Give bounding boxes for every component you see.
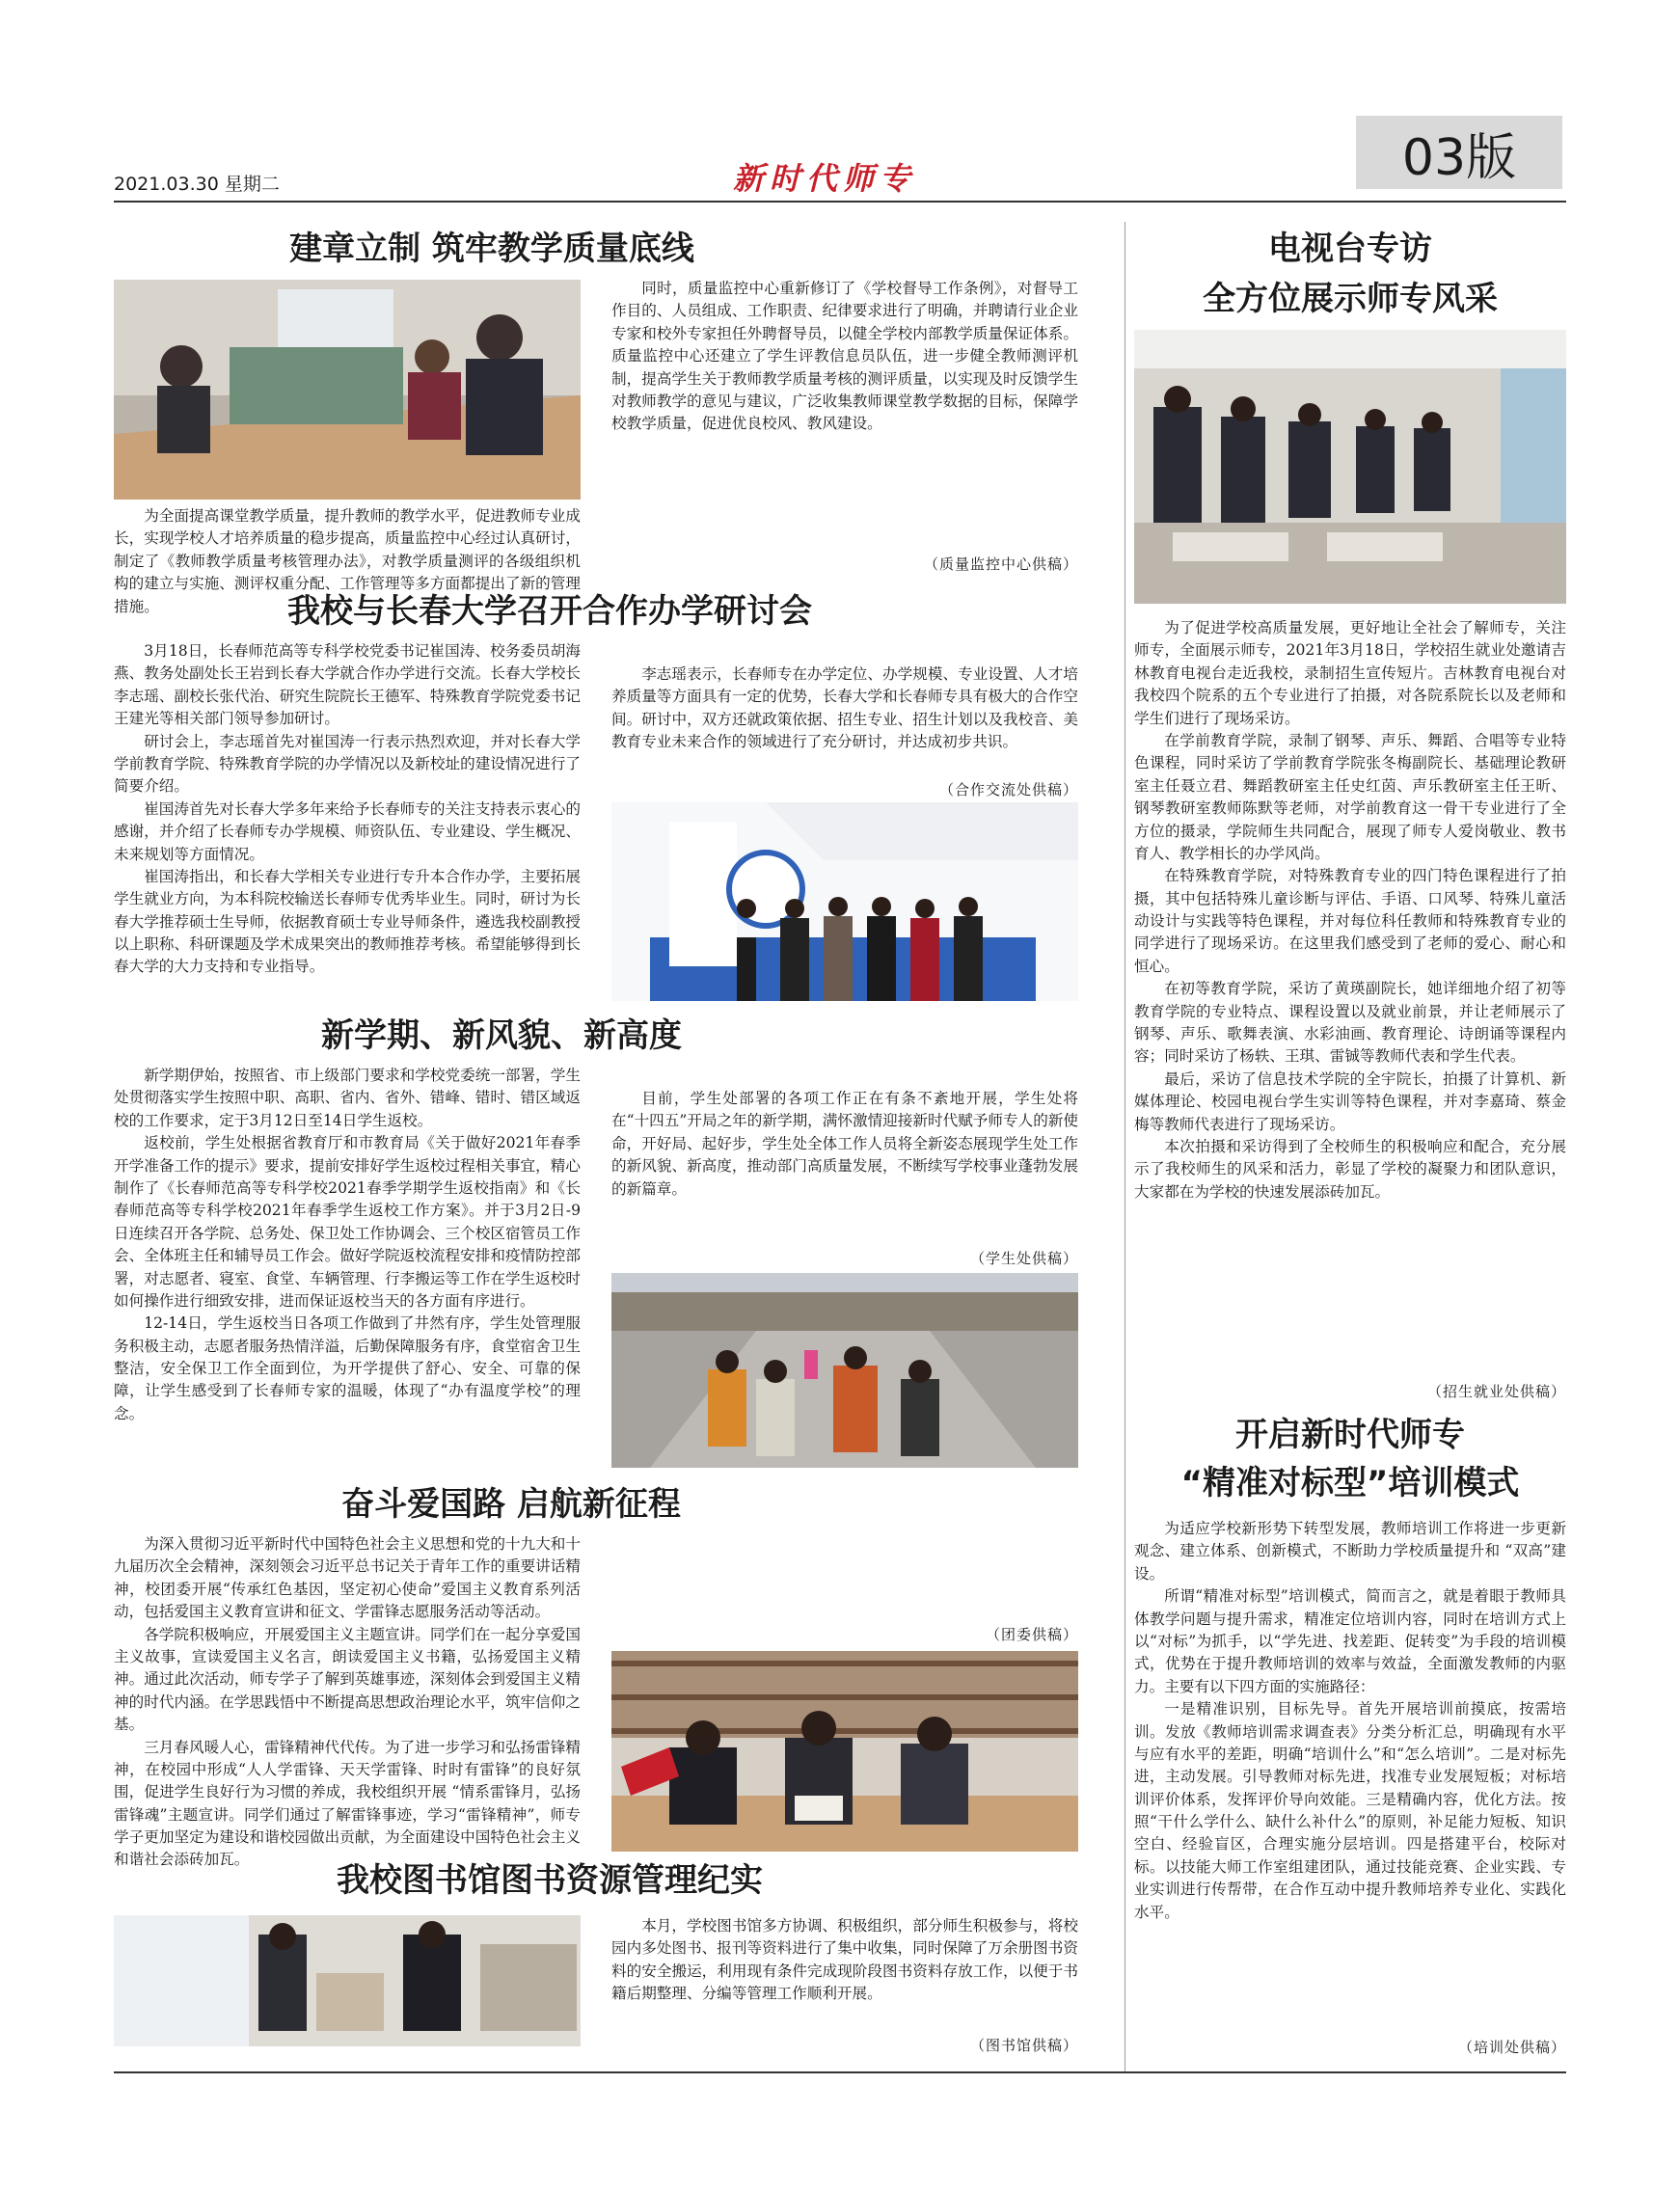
issue-date: 2021.03.30 星期二: [114, 174, 280, 195]
credit-training: （培训处供稿）: [1457, 2039, 1566, 2056]
paragraph: 在初等教育学院，采访了黄瑛副院长，她详细地介绍了初等教育学院的专业特点、课程设置以及就业前景，并让老师展示了钢琴、声乐、歌舞表演、水彩油画、教育理论、诗朗诵等课程内容；同时采访了杨轶、王琪、雷铖等教师代表和学生代表。: [1134, 980, 1566, 1066]
edition-badge: 03版: [1356, 116, 1562, 189]
credit-cooperation: （合作交流处供稿）: [938, 781, 1078, 798]
article-text-cooperation-right: [611, 663, 1078, 775]
article-subtitle-tv-interview: 全方位展示师专风采: [1203, 280, 1498, 318]
paragraph: 为全面提高课堂教学质量，提升教师的教学水平，促进教师专业成长，实现学校人才培养质量的稳步提高，质量监控中心经过认真研讨，制定了《教师教学质量考核管理办法》，对教学质量测评的各级组织机构的建立与实施、测评权重分配、工作管理等多方面都提出了新的管理措施。: [114, 507, 581, 615]
paragraph: 崔国涛首先对长春大学多年来给予长春师专的关注支持表示衷心的感谢，并介绍了长春师专办学规模、师资队伍、专业建设、学生概况、未来规划等方面情况。: [114, 799, 581, 863]
paragraph: 本次拍摄和采访得到了全校师生的积极响应和配合，充分展示了我校师生的风采和活力，彰显了学校的凝聚力和团队意识，大家都在为学校的快速发展添砖加瓦。: [1134, 1137, 1566, 1201]
photo-quality-meeting: [114, 280, 581, 500]
article-text-training: [1134, 1518, 1566, 2027]
paragraph: 3月18日，长春师范高等专科学校党委书记崔国涛、校务委员胡海燕、教务处副处长王岩到长春大学就合作办学进行交流。长春大学校长李志瑶、副校长张代治、研究生院院长王德军、特殊教育学院党委书记王建光等相关部门领导参加研讨。: [114, 642, 581, 728]
photo-students-returning: [611, 1273, 1078, 1468]
article-title-new-semester: 新学期、新风貌、新高度: [321, 1016, 682, 1055]
paragraph: 同时，质量监控中心重新修订了《学校督导工作条例》，对督导工作目的、人员组成、工作职责、纪律要求进行了明确，并聘请行业企业专家和校外专家担任外聘督导员，以健全学校内部教学质量保证体系。质量监控中心还建立了学生评教信息员队伍，进一步健全教师测评机制，提高学生关于教师教学质量考核的测评质量，以实现及时反馈学生对教师教学的意见与建议，广泛收集教师课堂教学数据的目标，保障学校教学质量，促进优良校风、教风建设。: [611, 280, 1078, 433]
paragraph: 各学院积极响应，开展爱国主义主题宣讲。同学们在一起分享爱国主义故事，宣读爱国主义名言，朗读爱国主义书籍，弘扬爱国主义精神。通过此次活动，师专学子了解到英雄事迹，深刻体会到爱国主义精神的时代内涵。在学思践悟中不断提高思想政治理论水平，筑牢信仰之基。: [114, 1625, 581, 1734]
article-text-cooperation-left: [114, 640, 581, 1005]
paragraph: 李志瑶表示，长春师专在办学定位、办学规模、专业设置、人才培养质量等方面具有一定的优势，长春大学和长春师专具有极大的合作空间。研讨中，双方还就政策依据、招生专业、招生计划以及我校音、美教育专业未来合作的领域进行了充分研讨，并达成初步共识。: [611, 665, 1078, 751]
article-text-new-semester-left: [114, 1065, 581, 1474]
paragraph: 为了促进学校高质量发展，更好地让全社会了解师专，关注师专，全面展示师专，2021年3月18日，学校招生就业处邀请吉林教育电视台走近我校，录制招生宣传短片。吉林教育电视台对我校四个院系的五个专业进行了拍摄，对各院系院长以及老师和学生们进行了现场采访。: [1134, 619, 1566, 727]
article-text-tv-interview: [1134, 617, 1566, 1369]
paragraph: 一是精准识别，目标先导。首先开展培训前摸底，按需培训。发放《教师培训需求调查表》分类分析汇总，明确现有水平与应有水平的差距，明确“培训什么”和“怎么培训”。二是对标先进，主动发展。引导教师对标先进，找准专业发展短板；对标培训评价体系，发挥评价导向效能。三是精确内容，优化方法。按照“干什么学什么、缺什么补什么”的原则，补足能力短板、知识空白、经验盲区，合理实施分层培训。四是搭建平台，校际对标。以技能大师工作室组建团队，通过技能竞赛、企业实践、专业实训进行传帮带，在合作互动中提升教师培养专业化、实践化水平。: [1134, 1700, 1566, 1921]
paragraph: 在学前教育学院，录制了钢琴、声乐、舞蹈、合唱等专业特色课程，同时采访了学前教育学院张冬梅副院长、基础理论教研室主任聂立君、舞蹈教研室主任史红茵、声乐教研室主任王昕、钢琴教研室教师陈默等老师，对学前教育这一骨干专业进行了全方位的摄录，学院师生共同配合，展现了师专人爱岗敬业、教书育人、教学相长的办学风尚。: [1134, 731, 1566, 862]
paragraph: 所谓“精准对标型”培训模式，简而言之，就是着眼于教师具体教学问题与提升需求，精准定位培训内容，同时在培训方式上以“对标”为抓手，以“学先进、找差距、促转变”为手段的培训模式，优势在于提升教师培训的效率与效益，全面激发教师的内驱力。主要有以下四方面的实施路径：: [1134, 1587, 1566, 1695]
photo-reading-students: [611, 1651, 1078, 1852]
header-rule: [114, 201, 1566, 203]
article-title-cooperation: 我校与长春大学召开合作办学研讨会: [287, 592, 812, 631]
photo-tv-class-recording: [1134, 330, 1566, 604]
paragraph: 三月春风暖人心，雷锋精神代代传。为了进一步学习和弘扬雷锋精神，在校园中形成“人人学雷锋、天天学雷锋、时时有雷锋”的良好氛围，促进学生良好行为习惯的养成，我校组织开展 “情系雷锋月，弘扬雷锋魂”主题宣讲。同学们通过了解雷锋事迹，学习“雷锋精神”，师专学子更加坚定为建设和谐校园做出贡献，为全面建设中国特色社会主义和谐社会添砖加瓦。: [114, 1738, 581, 1869]
credit-quality: （质量监控中心供稿）: [923, 555, 1078, 573]
paragraph: 最后，采访了信息技术学院的全宇院长，拍摄了计算机、新媒体理论、校园电视台学生实训等特色课程，并对李嘉琦、蔡金梅等教师代表进行了现场采访。: [1134, 1069, 1566, 1133]
article-subtitle-training: “精准对标型”培训模式: [1180, 1464, 1520, 1502]
paragraph: 目前，学生处部署的各项工作正在有条不紊地开展，学生处将在“十四五”开局之年的新学期，满怀激情迎接新时代赋予师专人的新使命，开好局、起好步，学生处全体工作人员将全新姿态展现学生处工作的新风貌、新高度，推动部门高质量发展，不断续写学校事业蓬勃发展的新篇章。: [611, 1090, 1078, 1198]
credit-new-semester: （学生处供稿）: [969, 1250, 1078, 1267]
credit-library: （图书馆供稿）: [969, 2037, 1078, 2054]
article-title-quality: 建章立制 筑牢教学质量底线: [289, 230, 694, 268]
paragraph: 研讨会上，李志瑶首先对崔国涛一行表示热烈欢迎，并对长春大学学前教育学院、特殊教育学院的办学情况以及新校址的建设情况进行了简要介绍。: [114, 732, 581, 796]
article-text-quality: [611, 278, 1078, 550]
paragraph: 新学期伊始，按照省、市上级部门要求和学校党委统一部署，学生处贯彻落实学生按照中职、高职、省内、省外、错峰、错时、错区域返校的工作要求，定于3月12日至14日学生返校。: [114, 1067, 581, 1129]
paragraph: 在特殊教育学院，对特殊教育专业的四门特色课程进行了拍摄，其中包括特殊儿童诊断与评估、手语、口风琴、特殊儿童活动设计与实践等特色课程，并对每位科任教师和特殊教育专业的同学进行了现场采访。在这里我们感受到了老师的爱心、耐心和恒心。: [1134, 867, 1566, 975]
paragraph: 为适应学校新形势下转型发展，教师培训工作将进一步更新观念、建立体系、创新模式，不断助力学校质量提升和 “双高”建设。: [1134, 1520, 1566, 1583]
article-title-training: 开启新时代师专: [1235, 1416, 1465, 1454]
article-text-new-semester-right: [611, 1088, 1078, 1232]
paragraph: 本月，学校图书馆多方协调、积极组织，部分师生积极参与，将校园内多处图书、报刊等资料进行了集中收集，同时保障了万余册图书资料的安全搬运，利用现有条件完成现阶段图书资料存放工作，以便于书籍后期整理、分编等管理工作顺利开展。: [611, 1917, 1078, 2003]
article-title-library: 我校图书馆图书资源管理纪实: [337, 1861, 763, 1900]
credit-patriotic: （团委供稿）: [985, 1626, 1078, 1643]
paragraph: 崔国涛指出，和长春大学相关专业进行专升本合作办学，主要拓展学生就业方向，为本科院校输送长春师专优秀毕业生。同时，研讨为长春大学推荐硕士生导师，依据教育硕士专业导师条件，遴选我校副教授以上职称、科研课题及学术成果突出的教师推荐考核。希望能够得到长春大学的大力支持和专业指导。: [114, 867, 581, 976]
photo-cooperation-group: [611, 802, 1078, 1001]
paper-name: 新时代师专: [733, 160, 917, 197]
paragraph: 12-14日，学生返校当日各项工作做到了井然有序，学生处管理服务积极主动，志愿者服务热情洋溢，后勤保障服务有序，食堂宿舍卫生整洁，安全保卫工作全面到位，为开学提供了舒心、安全、可靠的保障，让学生感受到了长春师专家的温暖，体现了“办有温度学校”的理念。: [114, 1314, 581, 1422]
article-title-patriotic: 奋斗爱国路 启航新征程: [341, 1485, 681, 1524]
footer-rule: [114, 2071, 1566, 2073]
article-text-patriotic-left: [114, 1533, 581, 1869]
credit-tv-interview: （招生就业处供稿）: [1426, 1383, 1566, 1400]
article-title-tv-interview: 电视台专访: [1268, 230, 1432, 268]
paragraph: 返校前，学生处根据省教育厅和市教育局《关于做好2021年春季开学准备工作的提示》要求，提前安排好学生返校过程相关事宜，精心制作了《长春师范高等专科学校2021春季学期学生返校指南》和《长春师范高等专科学校2021年春季学生返校工作方案》。并于3月2日-9日连续召开各学院、总务处、保卫处工作协调会、三个校区宿管员工作会、全体班主任和辅导员工作会。做好学院返校流程安排和疫情防控部署，对志愿者、寝室、食堂、车辆管理、行李搬运等工作在学生返校时如何操作进行细致安排，进而保证返校当天的各方面有序进行。: [114, 1134, 581, 1310]
article-text-quality-intro: [114, 505, 581, 615]
photo-library-moving: [114, 1915, 581, 2046]
paragraph: 为深入贯彻习近平新时代中国特色社会主义思想和党的十九大和十九届历次全会精神，深刻领会习近平总书记关于青年工作的重要讲话精神，校团委开展“传承红色基因，坚定初心使命”爱国主义教育系列活动，包括爱国主义教育宣讲和征文、学雷锋志愿服务活动等活动。: [114, 1535, 581, 1621]
article-text-library: [611, 1915, 1078, 2029]
